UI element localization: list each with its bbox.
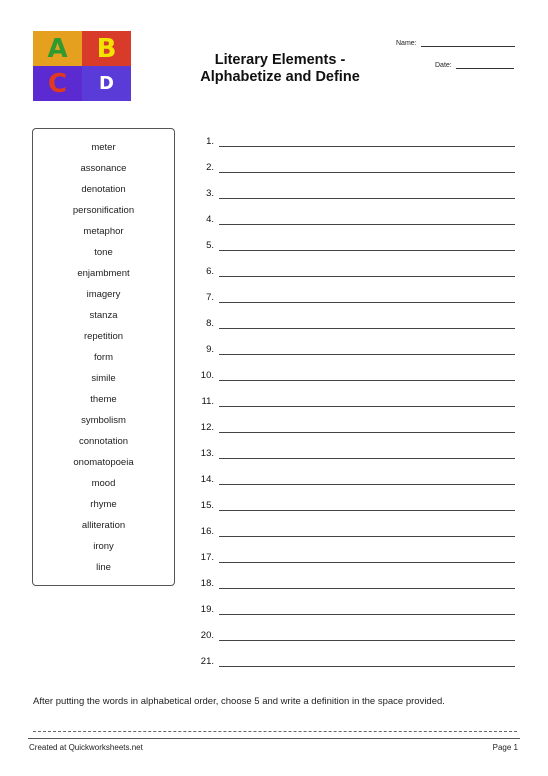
footer-credit: Created at Quickworksheets.net xyxy=(29,743,143,752)
answer-blank-line[interactable] xyxy=(219,146,515,147)
answer-row xyxy=(192,238,522,264)
answer-number: 19. xyxy=(200,604,214,615)
word-item: repetition xyxy=(83,331,124,342)
instructions: After putting the words in alphabetical order, choose 5 and write a definition in the space provided. xyxy=(33,696,445,707)
answer-number: 20. xyxy=(200,630,214,641)
answer-row xyxy=(192,264,522,290)
name-label: Name: xyxy=(396,40,417,47)
answer-blank-line[interactable] xyxy=(219,354,515,355)
answer-row xyxy=(192,654,522,680)
answer-blank-line[interactable] xyxy=(219,458,515,459)
answer-blank-line[interactable] xyxy=(219,198,515,199)
answer-number: 2. xyxy=(206,162,214,173)
logo-tile-a xyxy=(33,31,82,66)
worksheet-title xyxy=(170,52,390,86)
answer-lines xyxy=(192,134,522,680)
answer-number: 5. xyxy=(206,240,214,251)
answer-row xyxy=(192,394,522,420)
logo-letter-c: C xyxy=(47,68,68,99)
answer-row xyxy=(192,524,522,550)
page-number: Page 1 xyxy=(492,743,518,752)
word-item: mood xyxy=(91,478,116,489)
answer-row xyxy=(192,498,522,524)
answer-row xyxy=(192,186,522,212)
word-list xyxy=(33,142,174,583)
answer-number: 11. xyxy=(201,396,214,407)
logo-letter-d: D xyxy=(99,72,114,94)
word-item: symbolism xyxy=(81,415,126,426)
word-item: connotation xyxy=(78,436,129,447)
answer-blank-line[interactable] xyxy=(219,406,515,407)
answer-row xyxy=(192,602,522,628)
word-item: irony xyxy=(93,541,114,552)
definition-dash-line xyxy=(33,731,517,732)
answer-row xyxy=(192,576,522,602)
answer-number: 15. xyxy=(200,500,214,511)
title-line-1: Literary Elements - xyxy=(214,52,346,68)
answer-blank-line[interactable] xyxy=(219,510,515,511)
answer-number: 9. xyxy=(206,344,214,355)
word-item: alliteration xyxy=(81,520,126,531)
answer-row xyxy=(192,420,522,446)
word-item: simile xyxy=(91,373,116,384)
word-item: meter xyxy=(91,142,116,153)
answer-row xyxy=(192,628,522,654)
answer-row xyxy=(192,550,522,576)
logo-tile-c xyxy=(33,66,82,101)
title-line-2: Alphabetize and Define xyxy=(200,69,360,85)
answer-number: 12. xyxy=(200,422,214,433)
word-item: stanza xyxy=(89,310,118,321)
answer-row xyxy=(192,368,522,394)
answer-number: 18. xyxy=(200,578,214,589)
word-item: imagery xyxy=(86,289,121,300)
answer-number: 8. xyxy=(206,318,214,329)
answer-number: 17. xyxy=(200,552,214,563)
footer-divider xyxy=(28,738,520,739)
answer-row xyxy=(192,160,522,186)
date-field xyxy=(435,60,514,69)
answer-blank-line[interactable] xyxy=(219,614,515,615)
word-item: enjambment xyxy=(77,268,130,279)
word-item: tone xyxy=(94,247,113,258)
name-blank xyxy=(421,38,515,47)
answer-blank-line[interactable] xyxy=(219,562,515,563)
answer-blank-line[interactable] xyxy=(219,224,515,225)
quickworksheets-logo xyxy=(33,31,131,101)
logo-tile-b xyxy=(82,31,131,66)
answer-number: 6. xyxy=(206,266,214,277)
answer-number: 7. xyxy=(206,292,214,303)
answer-row xyxy=(192,446,522,472)
answer-number: 1. xyxy=(206,136,214,147)
answer-blank-line[interactable] xyxy=(219,328,515,329)
answer-number: 4. xyxy=(206,214,214,225)
word-item: personification xyxy=(72,205,135,216)
answer-blank-line[interactable] xyxy=(219,432,515,433)
answer-number: 3. xyxy=(206,188,214,199)
answer-blank-line[interactable] xyxy=(219,380,515,381)
name-field xyxy=(396,38,515,47)
answer-row xyxy=(192,316,522,342)
word-item: line xyxy=(96,562,111,573)
logo-tile-d xyxy=(82,66,131,101)
answer-row xyxy=(192,134,522,160)
answer-blank-line[interactable] xyxy=(219,536,515,537)
answer-blank-line[interactable] xyxy=(219,276,515,277)
answer-blank-line[interactable] xyxy=(219,250,515,251)
answer-number: 13. xyxy=(200,448,214,459)
answer-blank-line[interactable] xyxy=(219,302,515,303)
word-item: form xyxy=(94,352,113,363)
date-label: Date: xyxy=(435,62,452,69)
word-item: onomatopoeia xyxy=(73,457,134,468)
answer-blank-line[interactable] xyxy=(219,640,515,641)
answer-row xyxy=(192,472,522,498)
answer-number: 14. xyxy=(200,474,214,485)
answer-row xyxy=(192,342,522,368)
word-item: theme xyxy=(90,394,117,405)
answer-blank-line[interactable] xyxy=(219,666,515,667)
answer-number: 16. xyxy=(200,526,214,537)
word-bank xyxy=(32,128,175,586)
word-item: rhyme xyxy=(90,499,117,510)
word-item: assonance xyxy=(80,163,127,174)
logo-letter-b: B xyxy=(96,33,117,64)
word-item: metaphor xyxy=(83,226,124,237)
answer-number: 10. xyxy=(200,370,214,381)
answer-blank-line[interactable] xyxy=(219,484,515,485)
answer-row xyxy=(192,290,522,316)
word-item: denotation xyxy=(81,184,126,195)
answer-blank-line[interactable] xyxy=(219,588,515,589)
logo-letter-a: A xyxy=(47,33,68,64)
answer-blank-line[interactable] xyxy=(219,172,515,173)
date-blank xyxy=(456,60,514,69)
answer-row xyxy=(192,212,522,238)
answer-number: 21. xyxy=(200,656,214,667)
